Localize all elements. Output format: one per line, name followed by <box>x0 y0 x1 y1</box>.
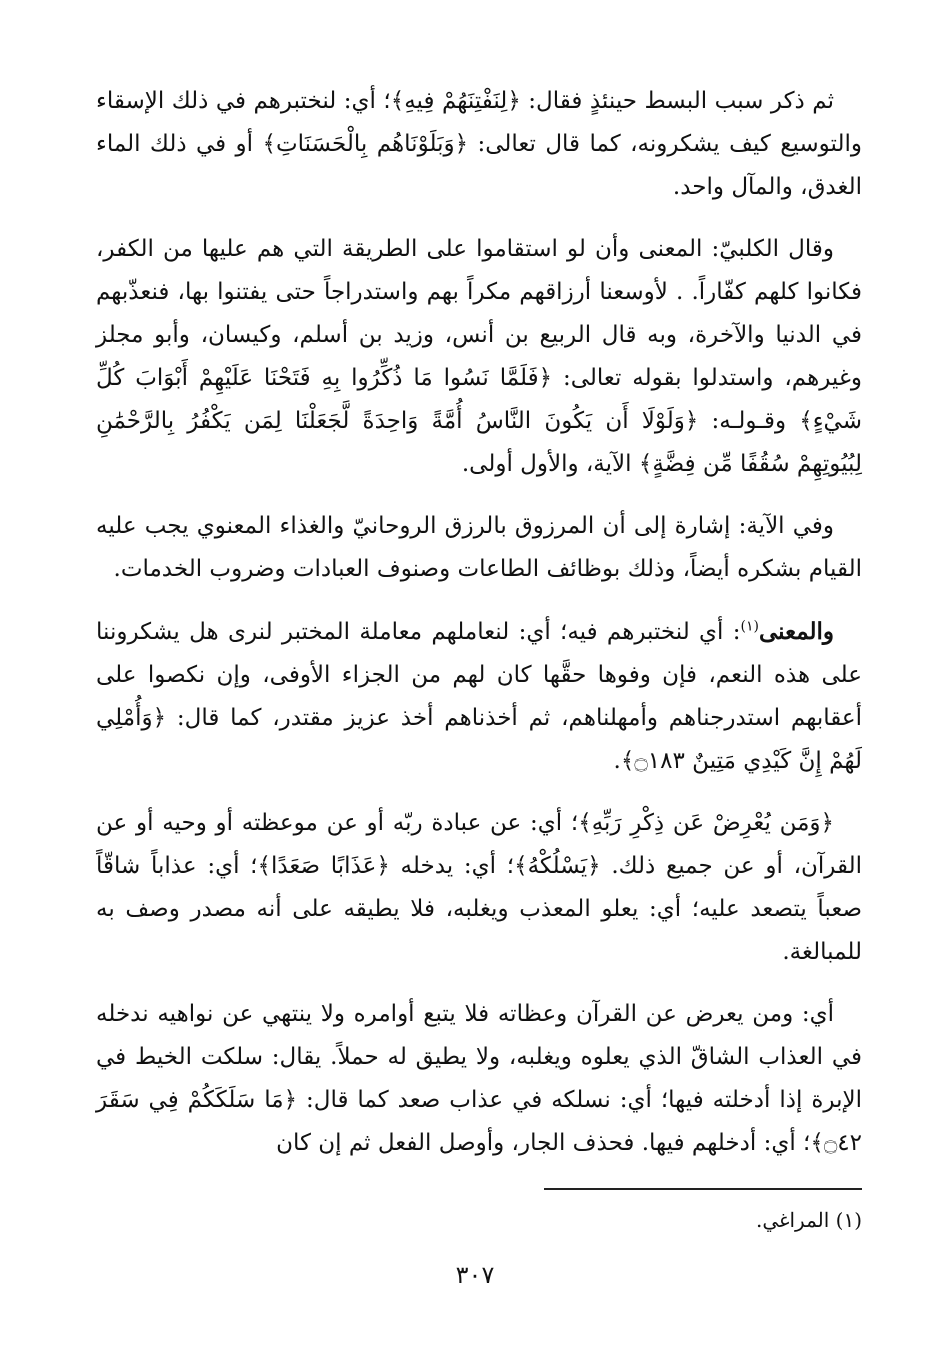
page-number: ٣٠٧ <box>455 1261 495 1289</box>
paragraph-2 <box>96 228 862 486</box>
paragraph-3 <box>96 505 862 591</box>
paragraph-4 <box>96 610 862 783</box>
paragraph-6-text: أي: ومن يعرض عن القرآن وعظاته فلا يتبع أوامره ولا ينتهي عن نواهيه ندخله في العذاب الشاقّ الذي يعلوه ويغلبه، ولا يطيق له حملاً. يقال: سلكت الخيط في الإبرة إذا أدخلته فيها؛ أي: نسلكه في عذاب صعد كما قال: ﴿مَا سَلَكَكُمْ فِي سَقَرَ ۝٤٢﴾؛ أي: أدخلهم فيها. فحذف الجار، وأوصل الفعل ثم إن كان <box>96 1001 862 1156</box>
paragraph-3-text: وفي الآية: إشارة إلى أن المرزوق بالرزق الروحانيّ والغذاء المعنوي يجب عليه القيام بشكره أيضاً، وذلك بوظائف الطاعات وصنوف العبادات وضروب الخدمات. <box>96 513 862 582</box>
footnote: (١) المراغي. <box>755 1208 862 1232</box>
paragraph-5-text: ﴿وَمَن يُعْرِضْ عَن ذِكْرِ رَبِّهِ﴾؛ أي: عن عبادة ربّه أو عن موعظته أو وحيه أو عن القرآن، أو عن جميع ذلك. ﴿يَسْلُكْهُ﴾؛ أي: يدخله ﴿عَذَابًا صَعَدًا﴾؛ أي: عذاباً شاقّاً صعباً يتصعد عليه؛ أي: يعلو المعذب ويغلبه، فلا يطيقه على أنه مصدر وصف به للمبالغة. <box>96 810 862 965</box>
paragraph-2-text: وقال الكلبيّ: المعنى وأن لو استقاموا على الطريقة التي هم عليها من الكفر، فكانوا كلهم كفّاراً. . لأوسعنا أرزاقهم مكراً بهم واستدراجاً حتى يفتنوا بها، فنعذّبهم في الدنيا والآخرة، وبه قال الربيع بن أنس، وزيد بن أسلم، وكيسان، وأبو مجلز وغيرهم، واستدلوا بقوله تعالى: ﴿فَلَمَّا نَسُوا مَا ذُكِّرُوا بِهِ فَتَحْنَا عَلَيْهِمْ أَبْوَابَ كُلِّ شَيْءٍ﴾ وقـولـه: ﴿وَلَوْلَا أَن يَكُونَ النَّاسُ أُمَّةً وَاحِدَةً لَّجَعَلْنَا لِمَن يَكْفُرُ بِالرَّحْمَٰنِ لِبُيُوتِهِمْ سُقُفًا مِّن فِضَّةٍ﴾ الآية، والأول أولى. <box>96 236 862 477</box>
paragraph-4-text: : أي لنختبرهم فيه؛ أي: لنعاملهم معاملة المختبر لنرى هل يشكروننا على هذه النعم، فإن وفوها حقَّها كان لهم من الجزاء الأوفى، وإن نكصوا على أعقابهم استدرجناهم وأمهلناهم، ثم أخذناهم أخذ عزيز مقتدر، كما قال: ﴿وَأُمْلِي لَهُمْ إِنَّ كَيْدِي مَتِينٌ ۝١٨٣﴾. <box>96 619 862 774</box>
paragraph-1-text: ثم ذكر سبب البسط حينئذٍ فقال: ﴿لِنَفْتِنَهُمْ فِيهِ﴾؛ أي: لنختبرهم في ذلك الإسقاء والتوسيع كيف يشكرونه، كما قال تعالى: ﴿وَبَلَوْنَاهُم بِالْحَسَنَاتِ﴾ أو في ذلك الماء الغدق، والمآل واحد. <box>96 88 862 200</box>
footnote-marker: (١) <box>740 618 759 635</box>
paragraph-1 <box>96 80 862 209</box>
paragraph-4-lead: والمعنى <box>758 618 834 645</box>
paragraph-6 <box>96 993 862 1165</box>
footnote-divider <box>544 1188 862 1190</box>
paragraph-5 <box>96 802 862 974</box>
